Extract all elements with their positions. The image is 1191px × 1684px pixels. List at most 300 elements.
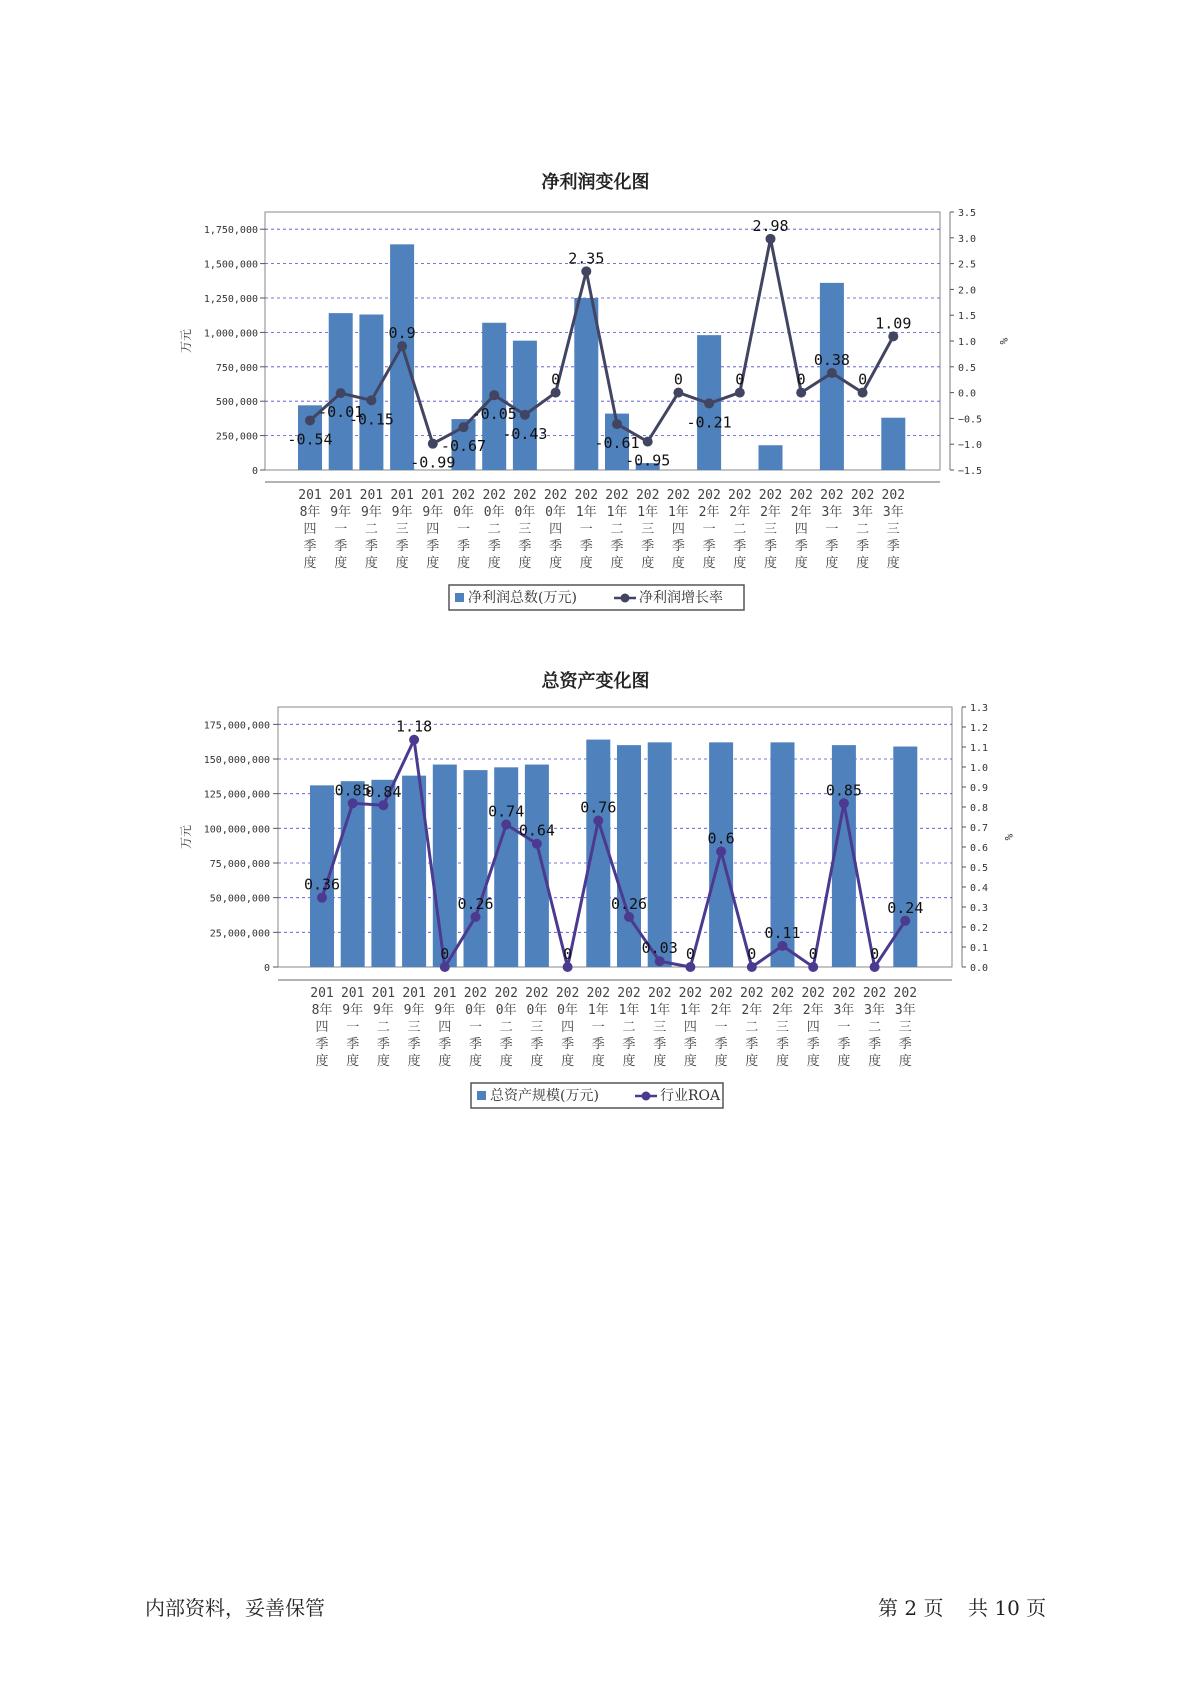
x-tick-label: 202 <box>709 986 733 1001</box>
y2-tick-label: 3.0 <box>958 233 977 245</box>
y2-tick-label: 0.2 <box>970 923 989 934</box>
line-point <box>336 388 346 398</box>
x-tick-label: 二 <box>610 522 624 537</box>
x-tick-label: 度 <box>376 1054 390 1069</box>
x-tick-label: 8年 <box>299 505 321 520</box>
x-tick-label: 202 <box>451 488 476 503</box>
x-tick-label: 202 <box>494 986 518 1001</box>
x-tick-label: 度 <box>499 1054 513 1069</box>
x-tick-label: 季 <box>518 539 532 554</box>
x-tick-label: 度 <box>334 556 348 571</box>
x-tick-label: 202 <box>617 986 641 1001</box>
x-tick-label: 3年 <box>821 505 843 520</box>
data-label: -0.21 <box>686 413 732 432</box>
x-tick-label: 2年 <box>802 1003 824 1018</box>
line-point <box>858 388 868 398</box>
y2-tick-label: 3.5 <box>958 208 977 219</box>
y-tick-label: 50,000,000 <box>209 893 270 905</box>
data-label: 2.35 <box>568 249 605 268</box>
x-tick-label: 度 <box>856 556 870 571</box>
x-tick-label: 季 <box>549 539 563 554</box>
x-tick-label: 202 <box>881 488 906 503</box>
x-tick-label: 度 <box>745 1054 759 1069</box>
x-tick-label: 季 <box>702 539 716 554</box>
x-tick-label: 季 <box>468 1037 483 1052</box>
x-tick-label: 季 <box>775 1037 790 1052</box>
y-tick-label: 175,000,000 <box>203 720 270 732</box>
x-tick-label: 季 <box>794 539 808 554</box>
x-tick-label: 度 <box>530 1054 544 1069</box>
x-tick-label: 季 <box>376 1037 390 1052</box>
y2-tick-label: 0.1 <box>970 943 989 954</box>
y-tick-label: 75,000,000 <box>209 859 270 870</box>
x-tick-label: 1年 <box>679 1003 701 1018</box>
x-tick-label: 一 <box>334 522 348 537</box>
x-tick-label: 度 <box>346 1054 360 1069</box>
x-tick-label: 202 <box>678 986 703 1001</box>
x-tick-label: 三 <box>407 1020 421 1035</box>
x-tick-label: 202 <box>605 488 629 503</box>
x-tick-label: 2年 <box>772 1003 793 1018</box>
data-label: 0 <box>673 370 683 389</box>
line-point <box>409 735 419 745</box>
x-tick-label: 季 <box>561 1037 575 1052</box>
x-tick-label: 2年 <box>698 505 720 520</box>
data-label: 0.26 <box>610 894 648 913</box>
y-tick-label: 100,000,000 <box>203 824 270 836</box>
x-tick-label: 3年 <box>833 1003 855 1018</box>
y-tick-label: 1,750,000 <box>203 225 258 237</box>
x-tick-label: 度 <box>468 1054 483 1069</box>
x-tick-label: 一 <box>714 1020 728 1035</box>
data-label: -0.67 <box>440 437 487 456</box>
line-point <box>581 266 591 276</box>
x-tick-label: 度 <box>561 1054 575 1069</box>
x-tick-label: 季 <box>346 1037 360 1052</box>
data-label: -0.15 <box>348 410 394 429</box>
line-point <box>735 388 745 398</box>
data-label: 0.6 <box>707 829 735 848</box>
x-tick-label: 202 <box>850 488 875 503</box>
y2-tick-label: 1.3 <box>970 703 989 714</box>
y2-tick-label: 0.3 <box>970 903 989 914</box>
x-tick-label: 季 <box>487 539 501 554</box>
x-tick-label: 度 <box>886 556 900 571</box>
x-tick-label: 四 <box>561 1020 575 1035</box>
x-tick-label: 一 <box>579 522 593 537</box>
x-tick-label: 1年 <box>637 505 659 520</box>
data-label: 0.03 <box>641 939 678 958</box>
y-tick-label: 1,000,000 <box>203 328 258 340</box>
line-point <box>870 962 880 972</box>
line-point <box>778 941 788 951</box>
x-tick-label: 1年 <box>606 505 628 520</box>
y2-tick-label: −0.5 <box>958 414 983 426</box>
line-point <box>808 962 818 972</box>
bar <box>586 740 610 967</box>
y-tick-label: 250,000 <box>215 431 258 443</box>
x-tick-label: 季 <box>407 1037 421 1052</box>
x-tick-label: 201 <box>298 488 322 503</box>
x-tick-label: 三 <box>530 1020 544 1035</box>
x-tick-label: 季 <box>733 539 747 554</box>
x-tick-label: 季 <box>763 539 778 554</box>
x-tick-label: 度 <box>315 1054 329 1069</box>
footer-page-number: 第 2 页 <box>878 1596 944 1620</box>
y-tick-label: 25,000,000 <box>209 928 270 940</box>
x-tick-label: 三 <box>763 522 778 537</box>
x-tick-label: 季 <box>591 1037 605 1052</box>
x-tick-label: 度 <box>702 556 716 571</box>
y-axis-label: 万元 <box>179 824 193 850</box>
data-label: -0.05 <box>471 405 517 424</box>
line-point <box>471 912 481 922</box>
x-tick-label: 一 <box>591 1020 605 1035</box>
x-tick-label: 9年 <box>403 1003 425 1018</box>
x-tick-label: 四 <box>303 522 317 537</box>
x-tick-label: 三 <box>641 522 655 537</box>
line-point <box>366 395 376 405</box>
line-point <box>839 798 849 808</box>
x-tick-label: 201 <box>390 488 414 503</box>
x-tick-label: 一 <box>837 1020 851 1035</box>
x-tick-label: 202 <box>586 986 611 1001</box>
line-point <box>428 439 438 449</box>
bar <box>464 770 488 967</box>
x-tick-label: 度 <box>775 1054 790 1069</box>
x-tick-label: 季 <box>837 1037 851 1052</box>
x-tick-label: 202 <box>513 488 537 503</box>
x-tick-label: 季 <box>610 539 624 554</box>
x-tick-label: 202 <box>893 986 918 1001</box>
x-tick-label: 四 <box>683 1020 697 1035</box>
x-tick-label: 0年 <box>514 505 536 520</box>
data-label: 0 <box>870 945 880 963</box>
x-tick-label: 度 <box>683 1054 697 1069</box>
line-point <box>520 410 530 420</box>
x-tick-label: 0年 <box>465 1003 486 1018</box>
line-point <box>317 893 327 903</box>
y-tick-label: 500,000 <box>215 397 258 409</box>
x-tick-label: 季 <box>653 1037 667 1052</box>
legend-bar-swatch <box>455 593 464 602</box>
y2-tick-label: 0.5 <box>958 362 977 374</box>
y-tick-label: 125,000,000 <box>203 789 270 801</box>
y2-tick-label: 2.5 <box>958 259 977 271</box>
line-point <box>305 415 315 425</box>
x-tick-label: 度 <box>364 556 378 571</box>
x-tick-label: 201 <box>371 986 396 1001</box>
data-label: 0 <box>563 945 573 963</box>
legend-line-marker <box>642 1092 651 1101</box>
line-point <box>673 388 683 398</box>
data-label: 0 <box>685 945 695 963</box>
data-label: 0.85 <box>825 781 862 800</box>
x-tick-label: 201 <box>402 986 426 1001</box>
data-label: 0.84 <box>365 783 402 802</box>
data-label: 0.76 <box>580 798 617 817</box>
line-point <box>827 368 837 378</box>
x-tick-label: 度 <box>806 1054 820 1069</box>
bar <box>617 745 641 967</box>
x-tick-label: 季 <box>426 539 440 554</box>
x-tick-label: 四 <box>806 1020 820 1035</box>
x-tick-label: 3年 <box>882 505 904 520</box>
y2-tick-label: 1.2 <box>970 723 989 734</box>
y2-tick-label: 2.0 <box>958 285 977 297</box>
x-tick-label: 季 <box>395 539 409 554</box>
line-point <box>716 846 726 856</box>
x-tick-label: 202 <box>525 986 549 1001</box>
x-tick-label: 1年 <box>618 1003 640 1018</box>
x-tick-label: 202 <box>801 986 825 1001</box>
x-tick-label: 二 <box>745 1020 759 1035</box>
x-tick-label: 度 <box>825 556 839 571</box>
x-tick-label: 四 <box>315 1020 329 1035</box>
x-tick-label: 季 <box>683 1037 697 1052</box>
x-tick-label: 0年 <box>483 505 505 520</box>
footer-total-pages: 共 10 页 <box>968 1596 1047 1620</box>
bar <box>525 765 549 967</box>
x-tick-label: 9年 <box>330 505 352 520</box>
line-point <box>612 419 622 429</box>
x-tick-label: 9年 <box>342 1003 364 1018</box>
y2-tick-label: 1.1 <box>970 743 989 754</box>
x-tick-label: 度 <box>641 556 655 571</box>
y-tick-label: 1,250,000 <box>203 294 258 305</box>
x-tick-label: 202 <box>740 986 764 1001</box>
x-tick-label: 202 <box>789 488 813 503</box>
x-tick-label: 季 <box>364 539 378 554</box>
x-tick-label: 度 <box>407 1054 421 1069</box>
x-tick-label: 0年 <box>453 505 474 520</box>
x-tick-label: 202 <box>574 488 599 503</box>
x-tick-label: 2年 <box>760 505 781 520</box>
x-tick-label: 2年 <box>710 1003 732 1018</box>
data-label: -0.99 <box>410 453 456 472</box>
x-tick-label: 202 <box>820 488 844 503</box>
x-tick-label: 季 <box>825 539 839 554</box>
y2-axis-label: % <box>997 337 1010 345</box>
x-tick-label: 度 <box>395 556 409 571</box>
x-tick-label: 四 <box>438 1020 452 1035</box>
x-tick-label: 四 <box>426 522 440 537</box>
data-label: 0.74 <box>488 802 525 821</box>
legend-line-label: 行业ROA <box>660 1088 721 1104</box>
x-tick-label: 9年 <box>372 1003 394 1018</box>
x-tick-label: 度 <box>549 556 563 571</box>
line-point <box>766 234 776 244</box>
y-tick-label: 0 <box>263 963 270 974</box>
x-tick-label: 3年 <box>864 1003 886 1018</box>
x-tick-label: 三 <box>395 522 409 537</box>
x-tick-label: 2年 <box>729 505 751 520</box>
x-tick-label: 度 <box>487 556 501 571</box>
x-tick-label: 四 <box>794 522 808 537</box>
x-tick-label: 二 <box>376 1020 390 1035</box>
x-tick-label: 度 <box>610 556 624 571</box>
x-tick-label: 度 <box>794 556 808 571</box>
legend-bar-label: 总资产规模(万元) <box>490 1088 599 1104</box>
line-point <box>593 816 603 826</box>
data-label: 0.64 <box>518 821 555 840</box>
x-tick-label: 季 <box>315 1037 329 1052</box>
x-tick-label: 1年 <box>575 505 597 520</box>
x-tick-label: 度 <box>438 1054 452 1069</box>
x-tick-label: 季 <box>438 1037 452 1052</box>
line-point <box>796 388 806 398</box>
x-tick-label: 季 <box>898 1037 912 1052</box>
x-tick-label: 度 <box>579 556 593 571</box>
x-tick-label: 季 <box>303 539 317 554</box>
y-tick-label: 1,500,000 <box>203 259 258 271</box>
x-tick-label: 202 <box>463 986 488 1001</box>
x-tick-label: 度 <box>456 556 471 571</box>
x-tick-label: 季 <box>868 1037 882 1052</box>
bar <box>359 315 383 470</box>
x-tick-label: 三 <box>886 522 900 537</box>
data-label: 0 <box>440 945 450 963</box>
data-label: 0 <box>747 945 757 963</box>
line-point <box>624 912 634 922</box>
x-tick-label: 1年 <box>587 1003 609 1018</box>
x-tick-label: 202 <box>666 488 691 503</box>
y2-tick-label: 1.5 <box>958 311 977 323</box>
x-tick-label: 3年 <box>894 1003 916 1018</box>
y2-tick-label: 0.0 <box>970 963 989 974</box>
x-tick-label: 0年 <box>526 1003 548 1018</box>
x-tick-label: 三 <box>653 1020 667 1035</box>
x-tick-label: 四 <box>671 522 685 537</box>
chart-title-net-profit: 净利润变化图 <box>541 172 650 193</box>
y2-tick-label: 0.7 <box>970 823 989 834</box>
x-tick-label: 202 <box>543 488 568 503</box>
x-tick-label: 度 <box>303 556 317 571</box>
data-label: 0.24 <box>887 898 924 917</box>
x-tick-label: 度 <box>622 1054 636 1069</box>
x-tick-label: 季 <box>334 539 348 554</box>
bar <box>390 244 414 470</box>
x-tick-label: 季 <box>745 1037 759 1052</box>
y2-tick-label: 0.8 <box>970 803 989 814</box>
x-tick-label: 202 <box>832 986 856 1001</box>
y-tick-label: 150,000,000 <box>203 755 270 766</box>
y2-tick-label: 0.4 <box>970 883 989 894</box>
x-tick-label: 一 <box>346 1020 360 1035</box>
line-point <box>378 800 388 810</box>
data-label: -0.54 <box>287 430 333 449</box>
x-tick-label: 季 <box>714 1037 728 1052</box>
x-tick-label: 202 <box>758 488 783 503</box>
bar <box>433 765 457 967</box>
y-tick-label: 0 <box>251 466 258 477</box>
x-tick-label: 202 <box>647 986 672 1001</box>
x-tick-label: 二 <box>487 522 501 537</box>
x-tick-label: 9年 <box>391 505 413 520</box>
x-tick-label: 二 <box>622 1020 636 1035</box>
x-tick-label: 二 <box>499 1020 513 1035</box>
line-point <box>747 962 757 972</box>
x-tick-label: 三 <box>775 1020 790 1035</box>
data-label: 0 <box>858 370 868 389</box>
x-tick-label: 度 <box>518 556 532 571</box>
x-tick-label: 1年 <box>649 1003 671 1018</box>
y2-tick-label: 0.5 <box>970 863 989 874</box>
legend-bar-label: 净利润总数(万元) <box>468 590 577 606</box>
line-point <box>888 331 898 341</box>
x-tick-label: 季 <box>886 539 900 554</box>
x-tick-label: 9年 <box>434 1003 456 1018</box>
data-label: 0.36 <box>303 875 341 894</box>
legend-line-label: 净利润增长率 <box>639 590 723 606</box>
x-tick-label: 季 <box>499 1037 513 1052</box>
legend-bar-swatch <box>477 1091 486 1100</box>
x-tick-label: 201 <box>421 488 445 503</box>
data-label: -0.95 <box>625 451 671 470</box>
x-tick-label: 二 <box>868 1020 882 1035</box>
x-tick-label: 二 <box>364 522 378 537</box>
x-tick-label: 二 <box>856 522 870 537</box>
y2-tick-label: 1.0 <box>958 337 977 348</box>
data-label: -0.61 <box>594 434 640 453</box>
line-point <box>704 398 714 408</box>
x-tick-label: 度 <box>671 556 685 571</box>
y2-tick-label: −1.0 <box>958 440 983 452</box>
line-point <box>685 962 695 972</box>
x-tick-label: 季 <box>579 539 593 554</box>
x-tick-label: 3年 <box>852 505 874 520</box>
data-label: 0.26 <box>457 894 494 913</box>
x-tick-label: 201 <box>359 488 384 503</box>
x-tick-label: 201 <box>340 986 365 1001</box>
x-tick-label: 度 <box>837 1054 851 1069</box>
data-label: 0 <box>551 370 561 389</box>
x-tick-label: 一 <box>825 522 839 537</box>
x-tick-label: 季 <box>856 539 870 554</box>
bar <box>648 742 672 967</box>
x-tick-label: 一 <box>468 1020 483 1035</box>
data-label: -0.43 <box>502 424 548 443</box>
footer-confidential-note: 内部资料，妥善保管 <box>145 1596 325 1620</box>
y2-tick-label: 0.6 <box>970 843 989 854</box>
x-tick-label: 2年 <box>790 505 812 520</box>
x-tick-label: 季 <box>641 539 655 554</box>
x-tick-label: 季 <box>622 1037 636 1052</box>
line-point <box>532 839 542 849</box>
x-tick-label: 度 <box>591 1054 605 1069</box>
x-tick-label: 二 <box>733 522 747 537</box>
line-point <box>655 956 665 966</box>
data-label: 2.98 <box>752 216 789 235</box>
x-tick-label: 度 <box>898 1054 912 1069</box>
x-tick-label: 9年 <box>422 505 444 520</box>
x-tick-label: 202 <box>862 986 887 1001</box>
data-label: 0 <box>796 370 806 389</box>
data-label: 1.18 <box>396 717 433 736</box>
y-axis-label: 万元 <box>179 328 193 354</box>
net-profit-chart <box>0 200 1191 620</box>
data-label: 0 <box>735 370 745 389</box>
total-assets-chart <box>0 700 1191 1120</box>
x-tick-label: 季 <box>456 539 471 554</box>
data-label: 1.09 <box>875 314 912 333</box>
x-tick-label: 季 <box>671 539 685 554</box>
x-tick-label: 202 <box>482 488 506 503</box>
x-tick-label: 季 <box>806 1037 820 1052</box>
data-label: 0 <box>808 945 818 963</box>
x-tick-label: 0年 <box>495 1003 517 1018</box>
line-point <box>440 962 450 972</box>
